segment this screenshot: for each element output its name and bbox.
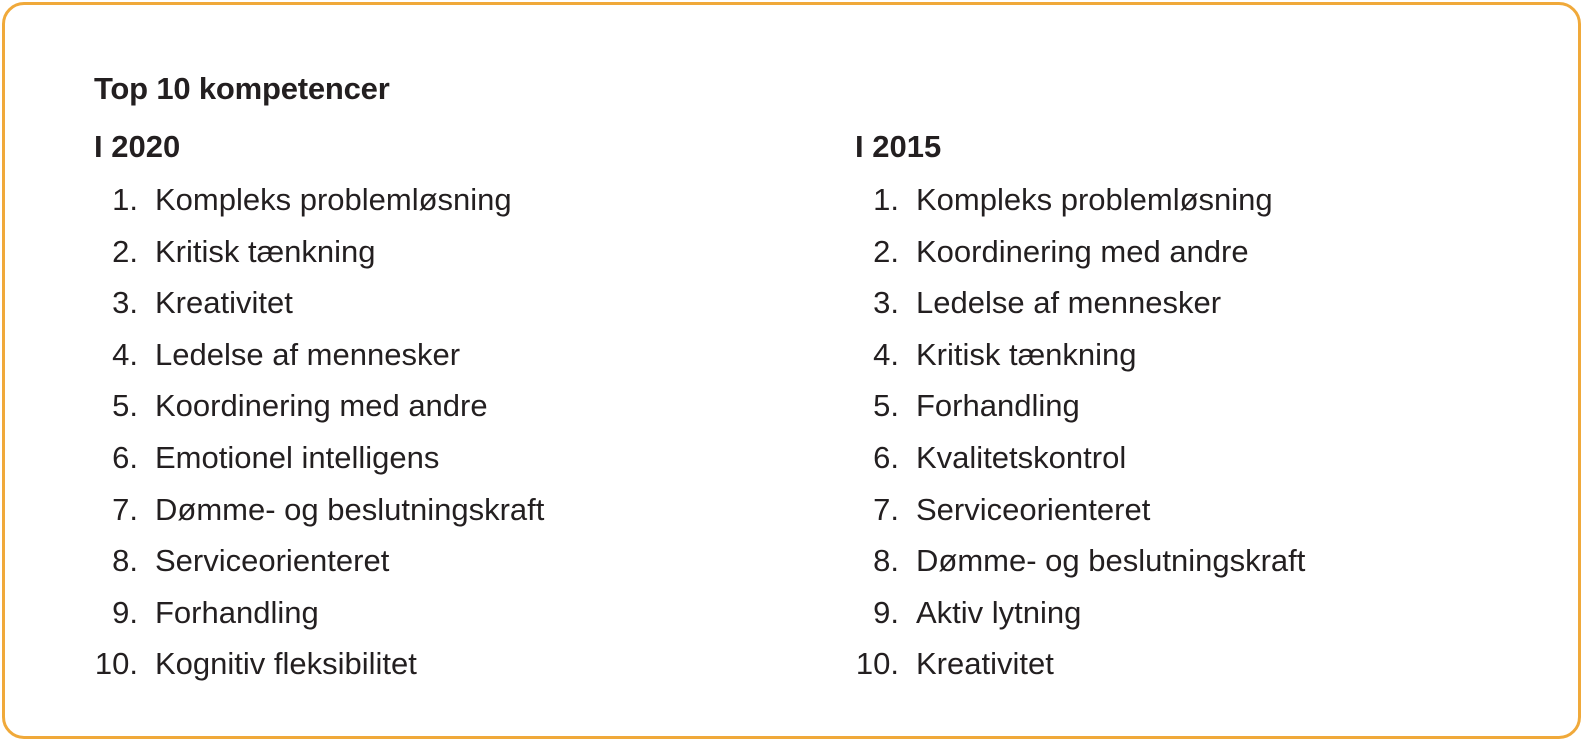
skill-label: Forhandling	[155, 594, 319, 630]
skill-label: Aktiv lytning	[916, 594, 1082, 630]
list-item	[855, 541, 1305, 593]
rank-number: 5.	[112, 388, 138, 424]
skill-label: Serviceorienteret	[916, 491, 1151, 527]
rank-number: 5.	[873, 388, 899, 424]
list-item	[94, 335, 544, 387]
rank-number: 8.	[873, 543, 899, 579]
skill-label: Koordinering med andre	[916, 233, 1249, 269]
skill-label: Emotionel intelligens	[155, 439, 440, 475]
skill-label: Dømme- og beslutningskraft	[916, 543, 1306, 579]
list-item	[855, 283, 1305, 335]
rank-number: 10.	[94, 646, 138, 682]
rank-number: 1.	[873, 182, 899, 217]
skill-label: Forhandling	[916, 388, 1080, 424]
list-item	[855, 386, 1305, 438]
skill-label: Kreativitet	[155, 285, 293, 321]
skill-label: Kritisk tænkning	[916, 336, 1137, 372]
list-item	[855, 593, 1305, 645]
rank-number: 3.	[873, 285, 899, 321]
rank-number: 7.	[873, 491, 899, 527]
rank-number: 1.	[112, 182, 138, 217]
skill-label: Kvalitetskontrol	[916, 439, 1127, 475]
list-item	[94, 541, 544, 593]
list-item	[855, 644, 1305, 696]
column-heading-2020: I 2020	[94, 129, 181, 164]
competencies-card	[2, 2, 1581, 739]
list-item	[855, 232, 1305, 284]
list-item	[855, 490, 1305, 542]
skill-label: Dømme- og beslutningskraft	[155, 491, 545, 527]
list-item	[855, 335, 1305, 387]
rank-number: 4.	[873, 336, 899, 372]
list-item	[94, 283, 544, 335]
ranked-list-2015	[855, 180, 1305, 696]
card-title: Top 10 kompetencer	[94, 71, 390, 106]
column-2015	[855, 127, 1305, 696]
rank-number: 4.	[112, 336, 138, 372]
list-item	[94, 386, 544, 438]
skill-label: Kompleks problemløsning	[155, 182, 512, 217]
list-item	[94, 232, 544, 284]
rank-number: 8.	[112, 543, 138, 579]
rank-number: 3.	[112, 285, 138, 321]
list-item	[855, 180, 1305, 232]
rank-number: 10.	[855, 646, 899, 682]
rank-number: 9.	[112, 594, 138, 630]
list-item	[94, 644, 544, 696]
skill-label: Kognitiv fleksibilitet	[155, 646, 417, 682]
list-item	[94, 490, 544, 542]
rank-number: 2.	[873, 233, 899, 269]
rank-number: 6.	[112, 439, 138, 475]
column-2020	[94, 127, 544, 696]
skill-label: Kritisk tænkning	[155, 233, 376, 269]
rank-number: 7.	[112, 491, 138, 527]
column-heading-2015: I 2015	[855, 129, 942, 164]
rank-number: 2.	[112, 233, 138, 269]
list-item	[855, 438, 1305, 490]
ranked-list-2020	[94, 180, 544, 696]
skill-label: Serviceorienteret	[155, 543, 390, 579]
skill-label: Kompleks problemløsning	[916, 182, 1273, 217]
skill-label: Ledelse af mennesker	[916, 285, 1222, 321]
rank-number: 9.	[873, 594, 899, 630]
list-item	[94, 593, 544, 645]
skill-label: Kreativitet	[916, 646, 1054, 682]
list-item	[94, 180, 544, 232]
rank-number: 6.	[873, 439, 899, 475]
skill-label: Koordinering med andre	[155, 388, 488, 424]
skill-label: Ledelse af mennesker	[155, 336, 461, 372]
list-item	[94, 438, 544, 490]
